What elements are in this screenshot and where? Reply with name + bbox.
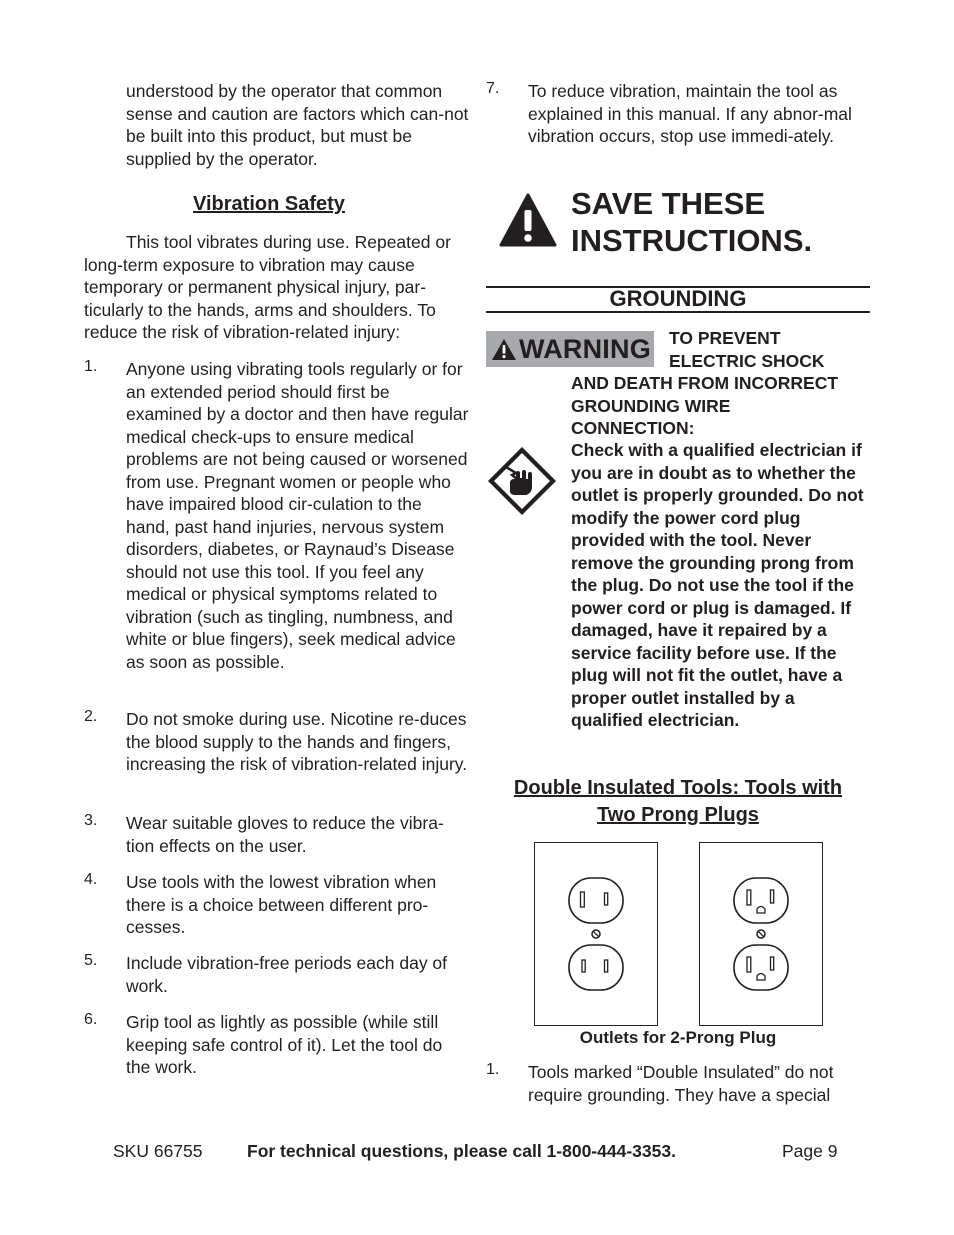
list-text: Do not smoke during use. Nicotine re-duces the blood supply to the hands and fingers, increasing the risk of vibration-related injury. [126, 709, 468, 774]
footer-tech-contact: For technical questions, please call 1-800-444-3353. [247, 1141, 676, 1161]
save-instructions-heading [571, 186, 812, 259]
warning-heading-2: ELECTRIC SHOCK [669, 350, 825, 371]
warning-body: Check with a qualified electrician if you are in doubt as to whether the outlet is properly grounded. Do not modify the power cord plug provided with the tool. Never remove the grounding prong from the plug. Do not use the tool if the power cord or plug is damaged. If damaged, have it repaired by a service facility before use. If the plug will not fit the outlet, have a proper outlet installed by a qualified electrician. [571, 440, 864, 730]
warning-label: WARNING [519, 333, 651, 364]
vibration-list-item [84, 952, 470, 997]
outlets-caption: Outlets for 2-Prong Plug [579, 1028, 777, 1047]
list-number: 3. [84, 812, 98, 829]
list-number: 7. [486, 80, 500, 97]
list-text: Wear suitable gloves to reduce the vibra-tion effects on the user. [126, 813, 444, 856]
list-text: Tools marked “Double Insulated” do not require grounding. They have a special [528, 1062, 834, 1105]
list-text: To reduce vibration, maintain the tool as explained in this manual. If any abnor-mal vibration occurs, stop use immedi-ately. [528, 81, 852, 146]
vibration-safety-title: Vibration Safety [193, 193, 345, 215]
list-number: 5. [84, 952, 98, 969]
vibration-list-item [84, 1011, 470, 1079]
left-column [84, 80, 468, 170]
grounding-list-item-1 [486, 1061, 864, 1106]
vibration-list-item [84, 358, 470, 673]
footer-page-number: Page 9 [782, 1141, 838, 1161]
warning-triangle-icon [499, 193, 557, 247]
list-number: 6. [84, 1011, 98, 1028]
list-number: 1. [84, 358, 98, 375]
double-insulated-title-line2: Two Prong Plugs [597, 804, 759, 826]
vibration-list-item-7 [486, 80, 864, 148]
vibration-list-item [84, 871, 470, 939]
grounding-title: GROUNDING [609, 286, 747, 311]
warning-heading-3: AND DEATH FROM INCORRECT [571, 373, 839, 393]
vibration-list-item [84, 708, 470, 776]
warning-badge-triangle-icon [491, 338, 517, 361]
list-number: 2. [84, 708, 98, 725]
warning-badge [486, 331, 654, 367]
grounding-bottom-rule [486, 311, 870, 313]
double-insulated-title [486, 775, 870, 829]
list-number: 4. [84, 871, 98, 888]
three-prong-outlet-icon [699, 842, 823, 1026]
warning-heading-5: CONNECTION: [571, 418, 695, 438]
list-text: Grip tool as lightly as possible (while still keeping safe control of it). Let the tool do the work. [126, 1012, 443, 1077]
list-text: Anyone using vibrating tools regularly or for an extended period should first be examined by a doctor and then have regular medical check-ups to ensure medical problems are not being caused or worsened from use. Pregnant women or people who have impaired blood cir-culation to the hand, past hand injuries, nervous system disorders, diabetes, or Raynaud’s Disease should not use this tool. If you feel any medical or physical symptoms related to vibration (such as tingling, numbness, and white or blue fingers), seek medical advice as soon as possible. [126, 359, 469, 672]
two-prong-outlet-icon [534, 842, 658, 1026]
warning-heading-1: TO PREVENT [669, 328, 781, 348]
electric-shock-hand-icon [486, 445, 558, 517]
save-line-2: INSTRUCTIONS. [571, 222, 813, 258]
footer-sku: SKU 66755 [113, 1141, 203, 1161]
warning-heading-4: GROUNDING WIRE [571, 395, 731, 416]
save-line-1: SAVE THESE [571, 186, 766, 221]
list-number: 1. [486, 1061, 500, 1078]
vibration-intro: This tool vibrates during use. Repeated or long-term exposure to vibration may cause temporary or permanent physical injury, par-ticularly to the hands, arms and shoulders. To reduce the risk of vibration-related injury: [84, 232, 451, 342]
list-text: Include vibration-free periods each day of work. [126, 953, 448, 996]
intro-continuation: understood by the operator that common sense and caution are factors which can-not be built into this product, but must be supplied by the operator. [126, 81, 469, 169]
vibration-list-item [84, 812, 470, 857]
double-insulated-title-line1: Double Insulated Tools: Tools with [513, 777, 843, 799]
list-text: Use tools with the lowest vibration when there is a choice between different pro-cesses. [126, 872, 437, 937]
